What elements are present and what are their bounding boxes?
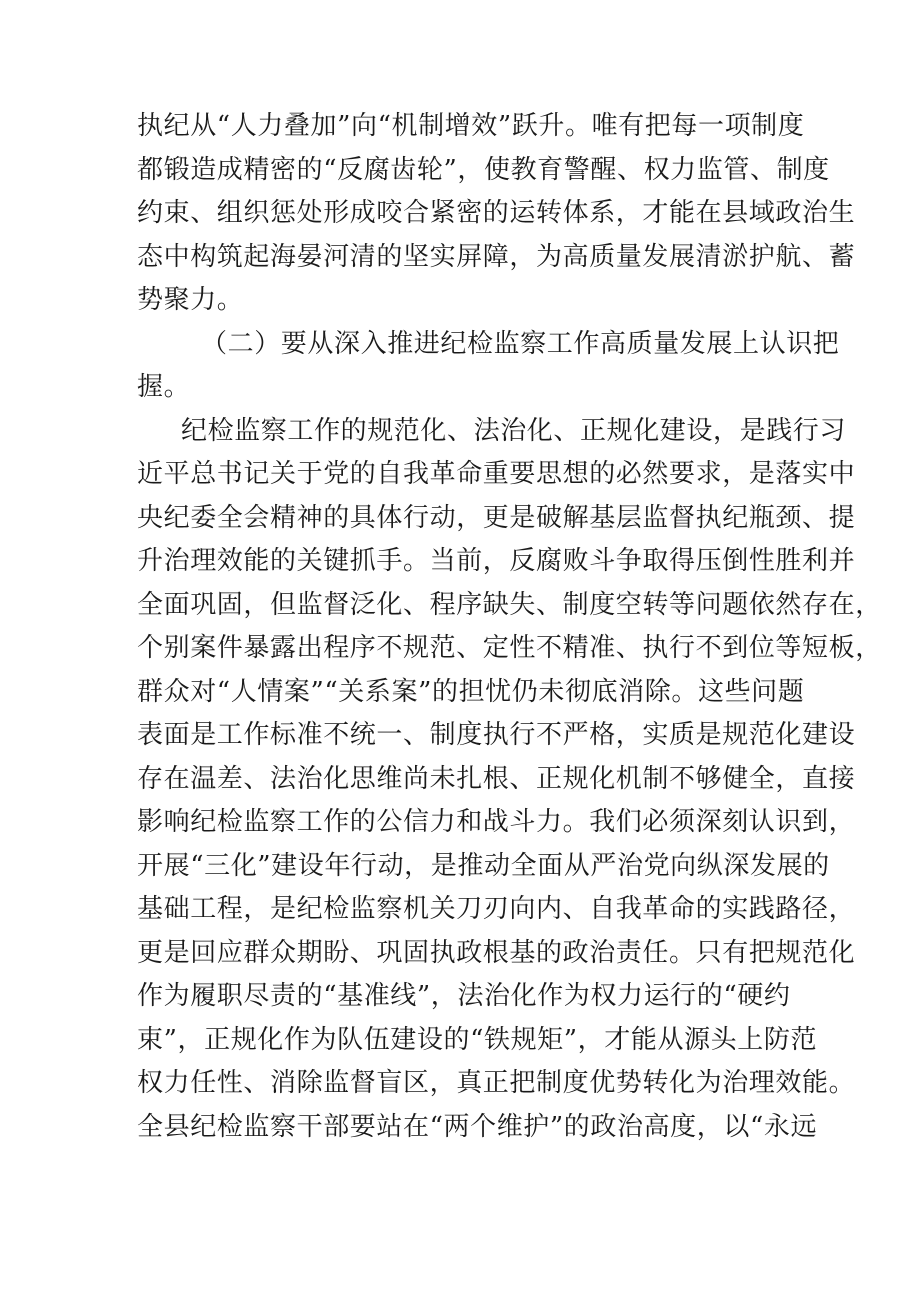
text-line: 纪检监察工作的规范化、法治化、正规化建设，是践行习 — [181, 415, 847, 446]
text-line: 存在温差、法治化思维尚未扎根、正规化机制不够健全，直接 — [137, 763, 856, 794]
text-line: 影响纪检监察工作的公信力和战斗力。我们必须深刻认识到， — [137, 807, 856, 837]
text-line: 态中构筑起海晏河清的坚实屏障，为高质量发展清淤护航、蓄 — [137, 241, 856, 272]
text-line: 更是回应群众期盼、巩固执政根基的政治责任。只有把规范化 — [137, 937, 856, 968]
text-line: 都锻造成精密的“反腐齿轮”，使教育警醒、权力监管、制度 — [137, 154, 830, 185]
text-line: 束”，正规化作为队伍建设的“铁规矩”，才能从源头上防范 — [137, 1024, 818, 1055]
text-line: 执纪从“人力叠加”向“机制增效”跃升。唯有把每一项制度 — [137, 111, 805, 141]
text-line: 握。 — [137, 372, 191, 402]
text-line: 个别案件暴露出程序不规范、定性不精准、执行不到位等短板， — [137, 633, 882, 663]
text-line: 权力任性、消除监督盲区，真正把制度优势转化为治理效能。 — [137, 1068, 856, 1098]
paragraph-continuation — [137, 105, 856, 323]
text-line: （二）要从深入推进纪检监察工作高质量发展上认识把 — [201, 328, 840, 359]
body-text — [137, 105, 882, 1149]
text-line: 基础工程，是纪检监察机关刀刃向内、自我革命的实践路径， — [137, 894, 856, 924]
text-line: 升治理效能的关键抓手。当前，反腐败斗争取得压倒性胜利并 — [137, 546, 856, 576]
text-line: 开展“三化”建设年行动，是推动全面从严治党向纵深发展的 — [137, 850, 830, 881]
paragraph-body — [137, 410, 882, 1150]
text-line: 全面巩固，但监督泛化、程序缺失、制度空转等问题依然存在， — [137, 589, 882, 620]
text-line: 作为履职尽责的“基准线”，法治化作为权力运行的“硬约 — [137, 981, 791, 1011]
text-line: 约束、组织惩处形成咬合紧密的运转体系，才能在县域政治生 — [137, 198, 856, 228]
text-line: 近平总书记关于党的自我革命重要思想的必然要求，是落实中 — [137, 459, 856, 489]
section-heading — [137, 323, 840, 410]
text-line: 全县纪检监察干部要站在“两个维护”的政治高度，以“永远 — [137, 1111, 818, 1142]
text-line: 表面是工作标准不统一、制度执行不严格，实质是规范化建设 — [137, 720, 856, 750]
text-line: 势聚力。 — [137, 285, 244, 315]
text-line: 央纪委全会精神的具体行动，更是破解基层监督执纪瓶颈、提 — [137, 502, 856, 533]
text-line: 群众对“人情案”“关系案”的担忧仍未彻底消除。这些问题 — [137, 676, 805, 707]
